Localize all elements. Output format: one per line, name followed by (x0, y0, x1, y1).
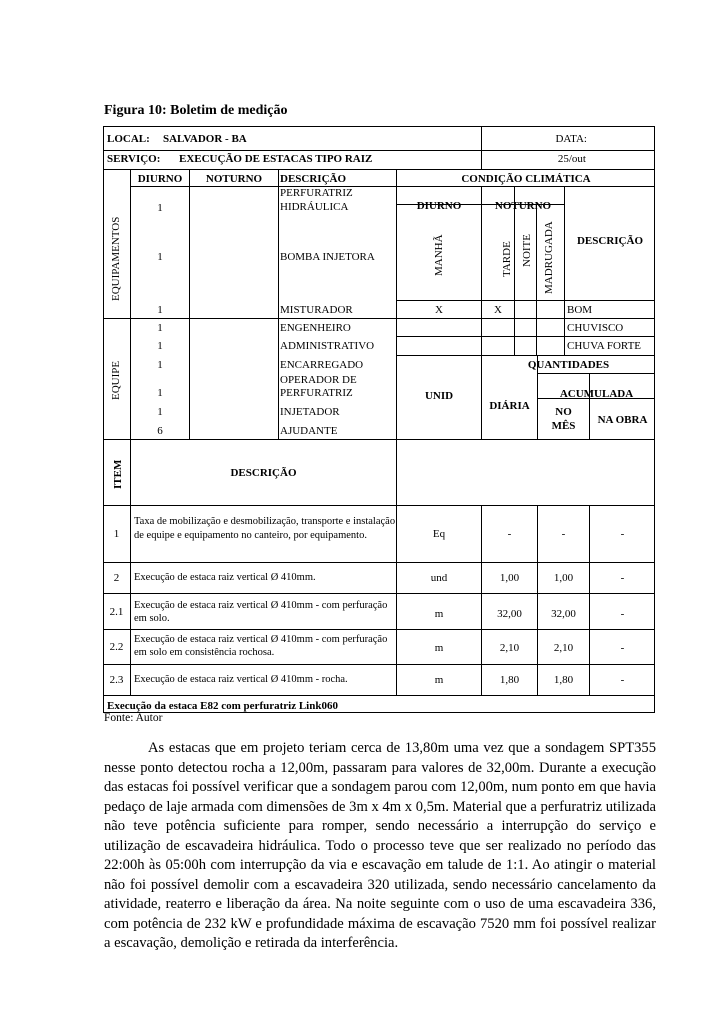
item-3-no-mes: 32,00 (551, 608, 576, 620)
footer-note: Execução da estaca E82 com perfuratriz Link060 (107, 700, 338, 712)
local-label: LOCAL: (107, 133, 150, 145)
item-3-unid: m (434, 608, 444, 620)
item-1-unid: Eq (432, 528, 446, 540)
body-paragraph (104, 739, 656, 954)
clima-chuvisco: CHUVISCO (567, 322, 624, 334)
clima-bom: BOM (567, 304, 593, 316)
equip-row-1-desc-1: PERFURATRIZ (280, 187, 353, 199)
item-4-no-mes: 2,10 (553, 642, 574, 654)
item-5-diaria: 1,80 (499, 674, 520, 686)
team-row-3-diurno: 1 (157, 359, 163, 371)
quant-diaria: DIÁRIA (489, 400, 530, 412)
item-5-num: 2.3 (109, 674, 124, 686)
clima-noite: NOITE (521, 234, 533, 267)
item-1-na-obra: - (620, 528, 625, 540)
clima-manha: MANHÃ (433, 234, 445, 276)
clima-tarde: TARDE (501, 241, 513, 277)
team-row-4-diurno: 1 (157, 387, 163, 399)
paragraph-text: As estacas que em projeto teriam cerca de 13,80m uma vez que a sondagem SPT355 nesse ponto detectou rocha a 12,00m, passaram para valores de 32,00m. Durante a execução das estacas foi possível verificar que a sondagem parou com 12,00m, num ponto em que havia pedaço de laje armada com dimensões de 3m x 4m x 0,5m. Material que a perfuratriz utilizada não teve potência suficiente para romper, sendo necessário a interrupção do serviço e utilização de escavadeira hidráulica. Todo o processo teve que ser realizado no período das 22:00h às 05:00h com interrupção da via e escavação em talude de 1:1. Ao atingir o material não foi possível demolir com a escavadeira 320 utilizada, sendo necessário cancelamento da atividade, reaterro e liberação da área. Na noite seguinte com o uso de uma escavadeira 336, com potência de 232 kW e profundidade máxima de escavação 7520 mm foi possível realizar a escavação, demolição e retirada da interferência. (104, 740, 656, 951)
team-row-1-desc: ENGENHEIRO (280, 322, 351, 334)
col-diurno: DIURNO (137, 173, 183, 185)
item-2-no-mes: 1,00 (553, 572, 574, 584)
equip-row-1-desc-2: HIDRÁULICA (280, 201, 349, 213)
equip-row-2-diurno: 1 (157, 251, 163, 263)
item-5-unid: m (434, 674, 444, 686)
item-5-desc: Execução de estaca raiz vertical Ø 410mm - rocha. (134, 674, 348, 685)
equipamentos-label: EQUIPAMENTOS (110, 216, 122, 301)
quant-no-mes-2: MÊS (551, 420, 576, 432)
clima-chuva-forte: CHUVA FORTE (567, 340, 642, 352)
col-noturno: NOTURNO (205, 173, 263, 185)
team-row-6-diurno: 6 (157, 425, 163, 437)
item-3-num: 2.1 (109, 606, 124, 618)
equip-row-2-desc: BOMBA INJETORA (280, 251, 375, 263)
item-4-na-obra: - (620, 642, 625, 654)
equip-row-1-diurno: 1 (157, 202, 163, 214)
item-label: ITEM (112, 459, 124, 489)
quant-no-mes-1: NO (555, 406, 572, 418)
quant-title: QUANTIDADES (527, 359, 610, 371)
item-4-diaria: 2,10 (499, 642, 520, 654)
clima-noturno: NOTURNO (494, 200, 552, 212)
col-descricao: DESCRIÇÃO (280, 173, 347, 185)
item-1-num: 1 (113, 528, 120, 540)
clima-diurno: DIURNO (416, 200, 462, 212)
team-row-5-desc: INJETADOR (280, 406, 340, 418)
clima-madrugada: MADRUGADA (543, 221, 555, 294)
team-row-3-desc: ENCARREGADO (280, 359, 364, 371)
item-5-na-obra: - (620, 674, 625, 686)
servico-value: EXECUÇÃO DE ESTACAS TIPO RAIZ (179, 153, 373, 165)
item-desc-header: DESCRIÇÃO (230, 467, 297, 479)
item-2-diaria: 1,00 (499, 572, 520, 584)
clima-mark-manha: X (435, 304, 443, 316)
figure-source: Fonte: Autor (104, 712, 163, 724)
item-4-num: 2.2 (109, 641, 124, 653)
data-value: 25/out (557, 153, 586, 165)
clima-descricao: DESCRIÇÃO (576, 235, 643, 247)
equip-row-3-diurno: 1 (157, 304, 163, 316)
col-condicao-climatica: CONDIÇÃO CLIMÁTICA (461, 173, 591, 185)
equip-row-3-desc: MISTURADOR (280, 304, 353, 316)
item-2-unid: und (430, 572, 448, 584)
local-value: SALVADOR - BA (163, 133, 247, 145)
item-3-na-obra: - (620, 608, 625, 620)
team-row-4-desc-1: OPERADOR DE (280, 374, 357, 386)
team-row-6-desc: AJUDANTE (280, 425, 338, 437)
item-4-unid: m (434, 642, 444, 654)
quant-unid: UNID (424, 390, 454, 402)
item-2-na-obra: - (620, 572, 625, 584)
team-row-2-diurno: 1 (157, 340, 163, 352)
item-1-no-mes: - (561, 528, 566, 540)
item-1-diaria: - (507, 528, 512, 540)
quant-na-obra: NA OBRA (597, 414, 648, 426)
measurement-table (103, 126, 655, 713)
item-4-desc: Execução de estaca raiz vertical Ø 410mm - com perfuração em solo em consistência rochosa. (134, 634, 388, 658)
item-3-diaria: 32,00 (497, 608, 522, 620)
data-label: DATA: (555, 133, 587, 145)
item-3-desc: Execução de estaca raiz vertical Ø 410mm - com perfuração em solo. (134, 600, 388, 624)
figure-title: Figura 10: Boletim de medição (104, 103, 288, 118)
servico-label: SERVIÇO: (107, 153, 161, 165)
team-row-4-desc-2: PERFURATRIZ (280, 387, 353, 399)
item-1-desc: Taxa de mobilização e desmobilização, transporte e instalação de equipe e equipamento no canteiro, por equipamento. (134, 516, 396, 541)
team-row-1-diurno: 1 (157, 322, 163, 334)
team-row-2-desc: ADMINISTRATIVO (280, 340, 375, 352)
item-2-desc: Execução de estaca raiz vertical Ø 410mm. (134, 572, 316, 583)
item-2-num: 2 (113, 572, 120, 584)
clima-mark-tarde: X (494, 304, 502, 316)
team-row-5-diurno: 1 (157, 406, 163, 418)
equipe-label: EQUIPE (110, 360, 122, 400)
quant-acumulada: ACUMULADA (559, 388, 634, 400)
item-5-no-mes: 1,80 (553, 674, 574, 686)
